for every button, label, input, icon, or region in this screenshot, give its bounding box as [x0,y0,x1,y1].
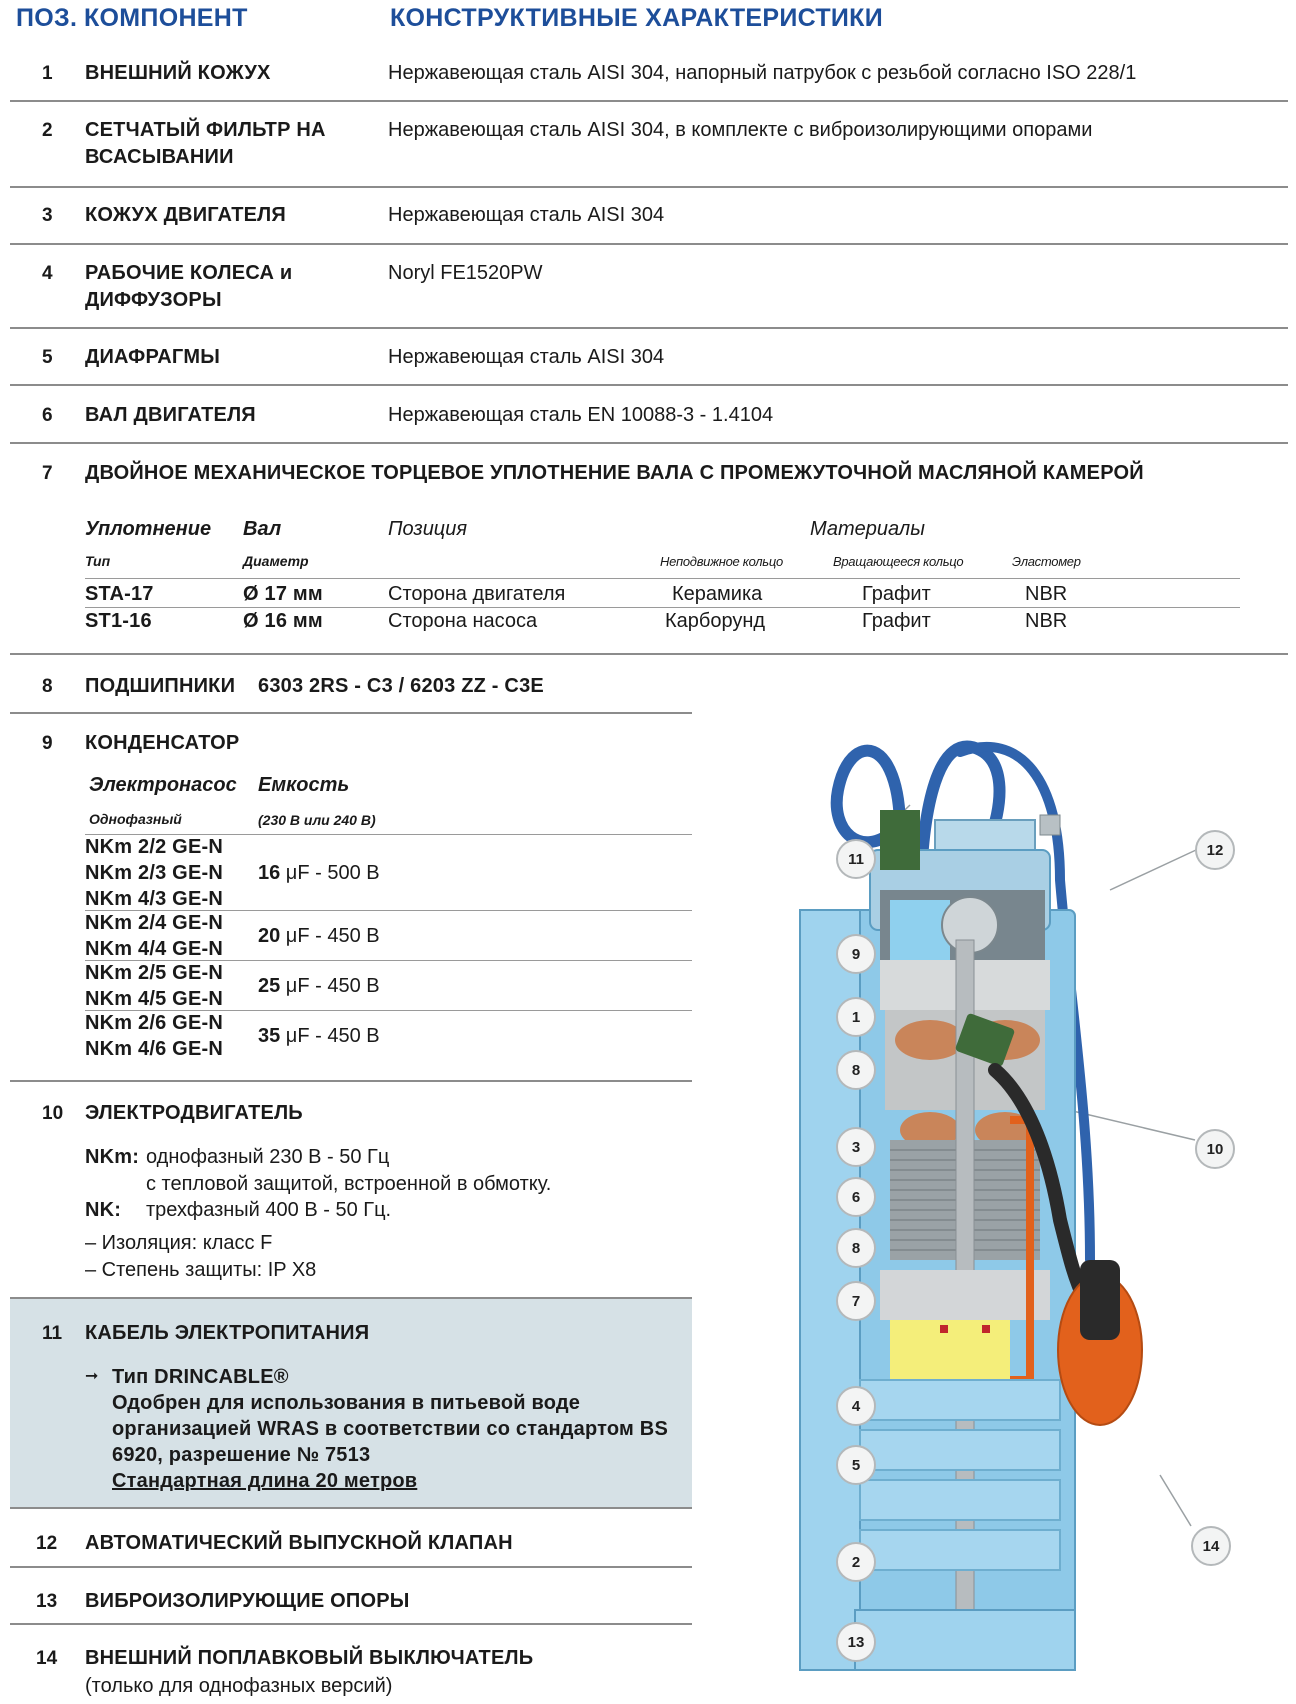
divider [10,100,1288,102]
callout-badge: 14 [1191,1526,1231,1566]
capacitor-subheader-voltage: (230 В или 240 В) [258,812,376,828]
row-description: Нержавеющая сталь AISI 304 [388,204,665,226]
row-name: ВАЛ ДВИГАТЕЛЯ [85,404,256,426]
callout-badge: 7 [836,1281,876,1321]
seal-diameter: Ø 17 мм [243,583,323,605]
pump-model: NKm 2/6 GE-N [85,1012,223,1034]
pump-model: NKm 2/4 GE-N [85,912,223,934]
callout-badge: 10 [1195,1129,1235,1169]
capacitor-header-pump: Электронасос [89,774,237,796]
motor-name: ЭЛЕКТРОДВИГАТЕЛЬ [85,1102,303,1124]
divider [10,1623,692,1625]
row-name: КОЖУХ ДВИГАТЕЛЯ [85,204,286,226]
capacitor-header-capacity: Емкость [258,774,350,796]
seal-elastomer: NBR [1025,610,1068,632]
callout-badge: 9 [836,934,876,974]
seal-rotating-ring: Графит [862,610,931,632]
row-number: 14 [36,1648,58,1669]
seal-subheader-rotating-ring: Вращающееся кольцо [833,554,964,569]
seal-type: ST1-16 [85,610,152,632]
motor-insulation: – Изоляция: класс F [85,1232,273,1254]
row-number: 2 [42,120,53,141]
row-number: 12 [36,1533,58,1554]
divider [10,442,1288,444]
callout-badge: 4 [836,1386,876,1426]
seal-fixed-ring: Керамика [672,583,763,605]
capacitor-name: КОНДЕНСАТОР [85,732,240,754]
divider [10,384,1288,386]
callout-badge: 1 [836,997,876,1037]
row-description: Нержавеющая сталь AISI 304, в комплекте с виброизолирующими опорами [388,119,1093,141]
seal-header-seal: Уплотнение [85,518,212,540]
arrow-right-icon: ➞ [85,1368,99,1385]
row-number: 11 [42,1323,63,1344]
row-name: ВНЕШНИЙ КОЖУХ [85,62,271,84]
motor-nk-line: трехфазный 400 В - 50 Гц. [146,1199,392,1221]
header-pos: ПОЗ. [16,4,78,32]
pump-model: NKm 2/2 GE-N [85,836,223,858]
row-name: ДИАФРАГМЫ [85,346,221,368]
seal-rotating-ring: Графит [862,583,931,605]
row-number: 7 [42,463,53,484]
seal-table-divider [85,578,1240,579]
motor-protection: – Степень защиты: IP X8 [85,1259,317,1281]
callout-badge: 2 [836,1542,876,1582]
row-number: 1 [42,63,53,84]
motor-nkm-line2: с тепловой защитой, встроенной в обмотку. [146,1173,552,1195]
valve-name: АВТОМАТИЧЕСКИЙ ВЫПУСКНОЙ КЛАПАН [85,1532,513,1554]
seal-title: ДВОЙНОЕ МЕХАНИЧЕСКОЕ ТОРЦЕВОЕ УПЛОТНЕНИЕ ВАЛА С ПРОМЕЖУТОЧНОЙ МАСЛЯНОЙ КАМЕРОЙ [85,462,1144,484]
seal-subheader-diameter: Диаметр [243,553,309,569]
seal-subheader-type: Тип [85,553,111,569]
divider [10,243,1288,245]
callout-badge: 5 [836,1445,876,1485]
seal-header-shaft: Вал [243,518,282,540]
row-name: СЕТЧАТЫЙ ФИЛЬТР НА [85,119,326,141]
row-number: 6 [42,405,53,426]
divider [10,712,692,714]
row-description: Нержавеющая сталь AISI 304 [388,346,665,368]
callout-badge: 8 [836,1228,876,1268]
seal-position: Сторона насоса [388,610,538,632]
callout-badge: 6 [836,1177,876,1217]
seal-type: STA-17 [85,583,154,605]
supports-name: ВИБРОИЗОЛИРУЮЩИЕ ОПОРЫ [85,1590,410,1612]
pump-model: NKm 4/5 GE-N [85,988,223,1010]
pump-model: NKm 4/4 GE-N [85,938,223,960]
row-number: 3 [42,205,53,226]
cable-name: КАБЕЛЬ ЭЛЕКТРОПИТАНИЯ [85,1322,370,1344]
callout-badge: 3 [836,1127,876,1167]
divider [10,327,1288,329]
row-number: 8 [42,676,53,697]
row-number: 10 [42,1103,64,1124]
row-number: 4 [42,263,53,284]
row-number: 9 [42,733,53,754]
capacitor-value: 20 μF - 450 В [258,925,380,947]
row-name: РАБОЧИЕ КОЛЕСА и [85,262,293,284]
capacitor-value: 25 μF - 450 В [258,975,380,997]
row-name: ВСАСЫВАНИИ [85,146,234,168]
cable-standard-length: Стандартная длина 20 метров [112,1470,418,1492]
seal-header-position: Позиция [388,518,468,540]
pump-model: NKm 2/5 GE-N [85,962,223,984]
header-characteristics: КОНСТРУКТИВНЫЕ ХАРАКТЕРИСТИКИ [390,4,884,32]
seal-diameter: Ø 16 мм [243,610,323,632]
divider [10,1566,692,1568]
row-number: 13 [36,1591,58,1612]
row-description: Нержавеющая сталь EN 10088-3 - 1.4104 [388,404,774,426]
divider [10,1507,692,1509]
seal-position: Сторона двигателя [388,583,566,605]
seal-subheader-fixed-ring: Неподвижное кольцо [660,554,783,569]
callout-badge: 11 [836,839,876,879]
divider [10,1297,692,1299]
callout-badge: 12 [1195,830,1235,870]
cable-approval-line: 6920, разрешение № 7513 [112,1444,371,1466]
capacitor-value: 16 μF - 500 В [258,862,380,884]
motor-nkm-label: NKm: [85,1146,140,1168]
cable-type: Тип DRINCABLE® [112,1366,289,1388]
pump-model: NKm 2/3 GE-N [85,862,223,884]
float-name: ВНЕШНИЙ ПОПЛАВКОВЫЙ ВЫКЛЮЧАТЕЛЬ [85,1647,534,1669]
bearings-name: ПОДШИПНИКИ [85,675,236,697]
callout-badge: 8 [836,1050,876,1090]
motor-nk-label: NK: [85,1199,122,1221]
seal-subheader-elastomer: Эластомер [1012,554,1081,569]
cable-approval-line: Одобрен для использования в питьевой воде [112,1392,581,1414]
divider [10,653,1288,655]
pump-model: NKm 4/3 GE-N [85,888,223,910]
row-description: Нержавеющая сталь AISI 304, напорный патрубок с резьбой согласно ISO 228/1 [388,62,1137,84]
bearings-value: 6303 2RS - C3 / 6203 ZZ - C3E [258,675,544,697]
motor-nkm-line1: однофазный 230 В - 50 Гц [146,1146,390,1168]
float-note: (только для однофазных версий) [85,1675,393,1697]
seal-elastomer: NBR [1025,583,1068,605]
divider [10,1080,692,1082]
capacitor-value: 35 μF - 450 В [258,1025,380,1047]
callout-badge: 13 [836,1622,876,1662]
seal-header-materials: Материалы [810,518,925,540]
capacitor-subheader-single: Однофазный [89,811,182,827]
row-description: Noryl FE1520PW [388,262,543,284]
row-name: ДИФФУЗОРЫ [85,289,222,311]
cable-approval-line: организацией WRAS в соответствии со стандартом BS [112,1418,668,1440]
seal-fixed-ring: Карборунд [665,610,766,632]
row-number: 5 [42,347,53,368]
header-component: КОМПОНЕНТ [84,4,248,32]
pump-model: NKm 4/6 GE-N [85,1038,223,1060]
divider [10,186,1288,188]
